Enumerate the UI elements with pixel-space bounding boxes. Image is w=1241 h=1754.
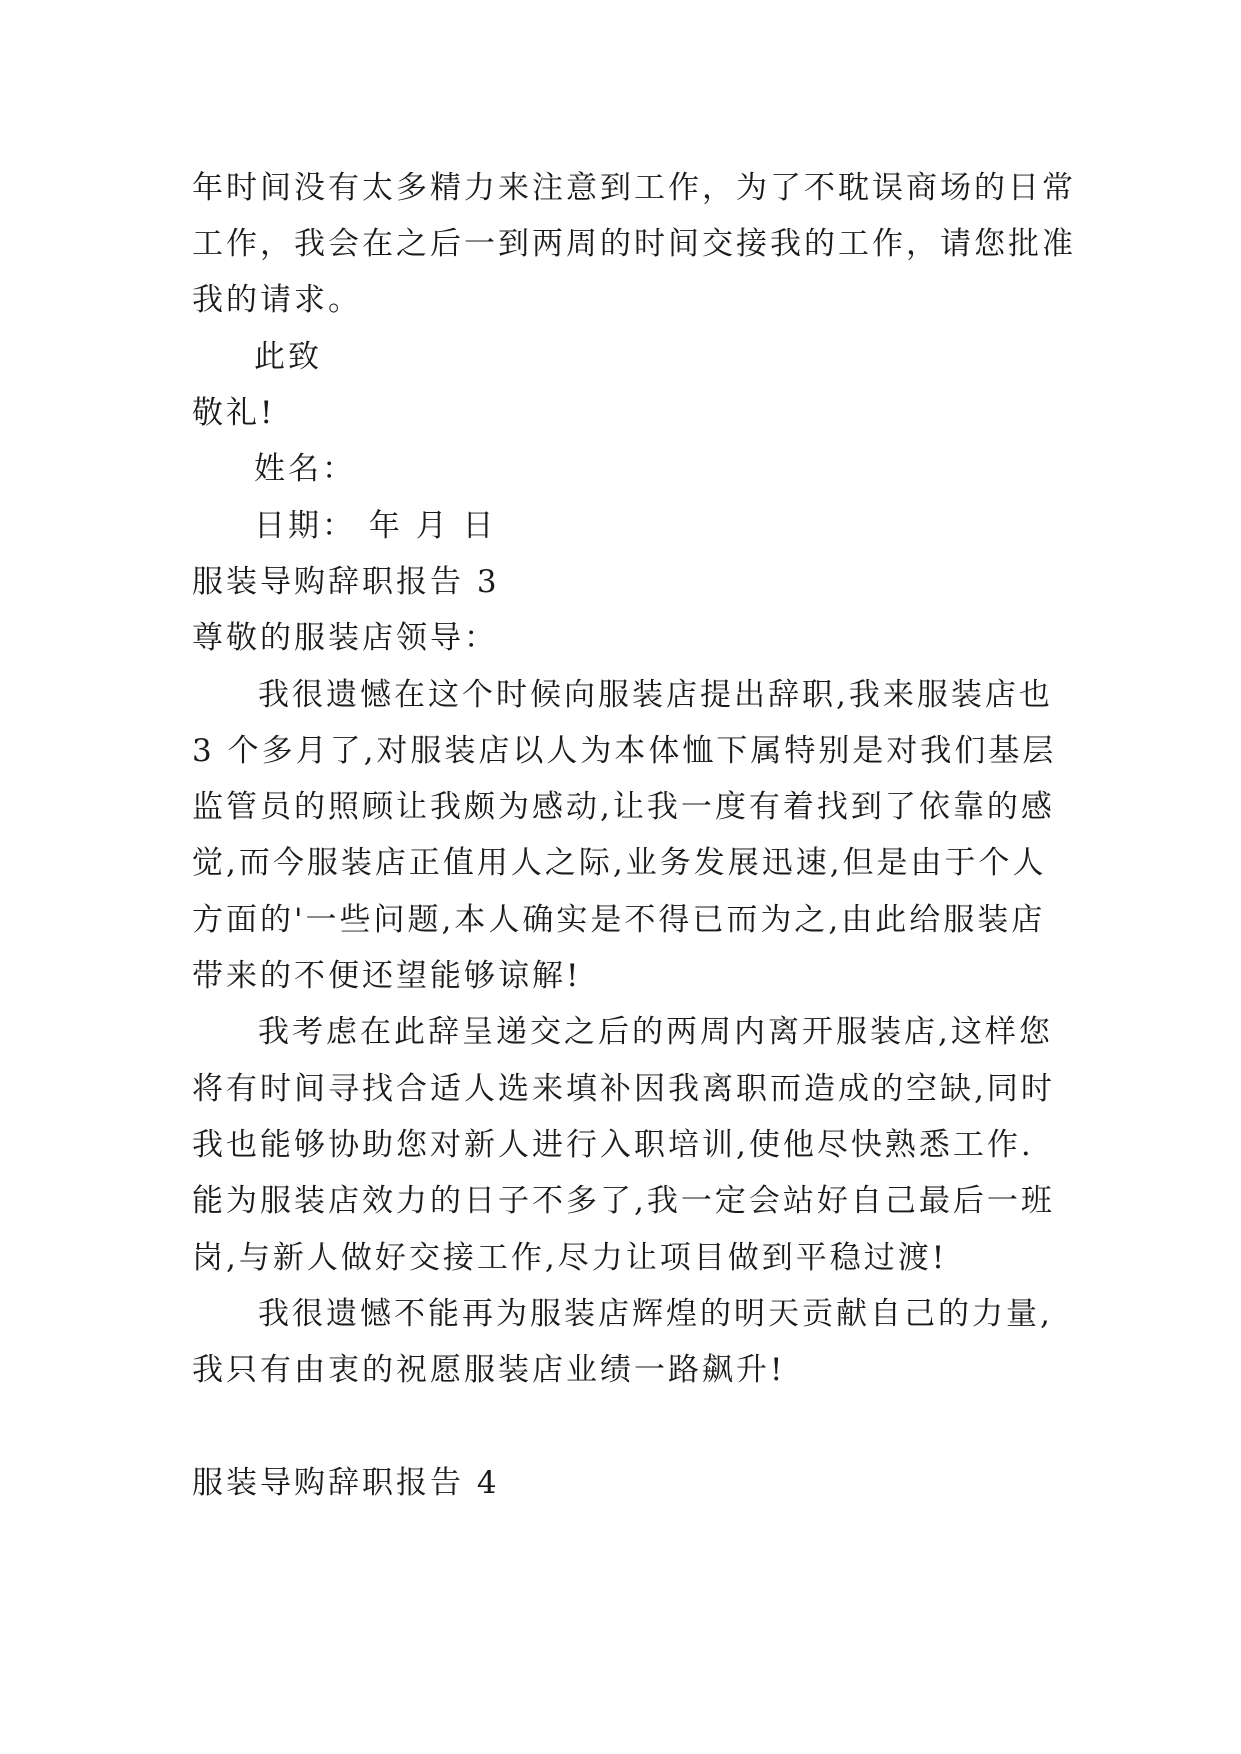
section-title: 服装导购辞职报告 4	[192, 1465, 500, 1501]
body-line: 年时间没有太多精力来注意到工作，为了不耽误商场的日常	[192, 170, 1076, 206]
paragraph-line: 能为服装店效力的日子不多了,我一定会站好自己最后一班	[192, 1183, 1055, 1219]
paragraph-line: 将有时间寻找合适人选来填补因我离职而造成的空缺,同时	[192, 1071, 1055, 1107]
paragraph-line: 监管员的照顾让我颇为感动,让我一度有着找到了依靠的感	[192, 789, 1055, 825]
date-label: 日期： 年 月 日	[254, 508, 497, 544]
paragraph-line: 我只有由衷的祝愿服装店业绩一路飙升!	[192, 1352, 786, 1388]
body-line: 我的请求。	[192, 282, 362, 318]
paragraph-line: 觉,而今服装店正值用人之际,业务发展迅速,但是由于个人	[192, 845, 1047, 881]
paragraph-line: 方面的'一些问题,本人确实是不得已而为之,由此给服装店	[192, 902, 1046, 938]
paragraph-line: 我也能够协助您对新人进行入职培训,使他尽快熟悉工作.	[192, 1127, 1034, 1163]
paragraph-line: 3 个多月了,对服装店以人为本体恤下属特别是对我们基层	[192, 733, 1057, 769]
greeting: 尊敬的服装店领导：	[192, 620, 498, 656]
paragraph-line: 我很遗憾在这个时候向服装店提出辞职,我来服装店也	[258, 677, 1053, 713]
name-label: 姓名：	[254, 451, 356, 487]
closing-line: 此致	[254, 339, 322, 375]
body-line: 工作，我会在之后一到两周的时间交接我的工作，请您批准	[192, 226, 1076, 262]
paragraph-line: 我考虑在此辞呈递交之后的两周内离开服装店,这样您	[258, 1014, 1053, 1050]
section-title: 服装导购辞职报告 3	[192, 564, 500, 600]
salute-line: 敬礼!	[192, 395, 276, 431]
paragraph-line: 我很遗憾不能再为服装店辉煌的明天贡献自己的力量,	[258, 1296, 1053, 1332]
paragraph-line: 岗,与新人做好交接工作,尽力让项目做到平稳过渡!	[192, 1240, 948, 1276]
paragraph-line: 带来的不便还望能够谅解!	[192, 958, 582, 994]
